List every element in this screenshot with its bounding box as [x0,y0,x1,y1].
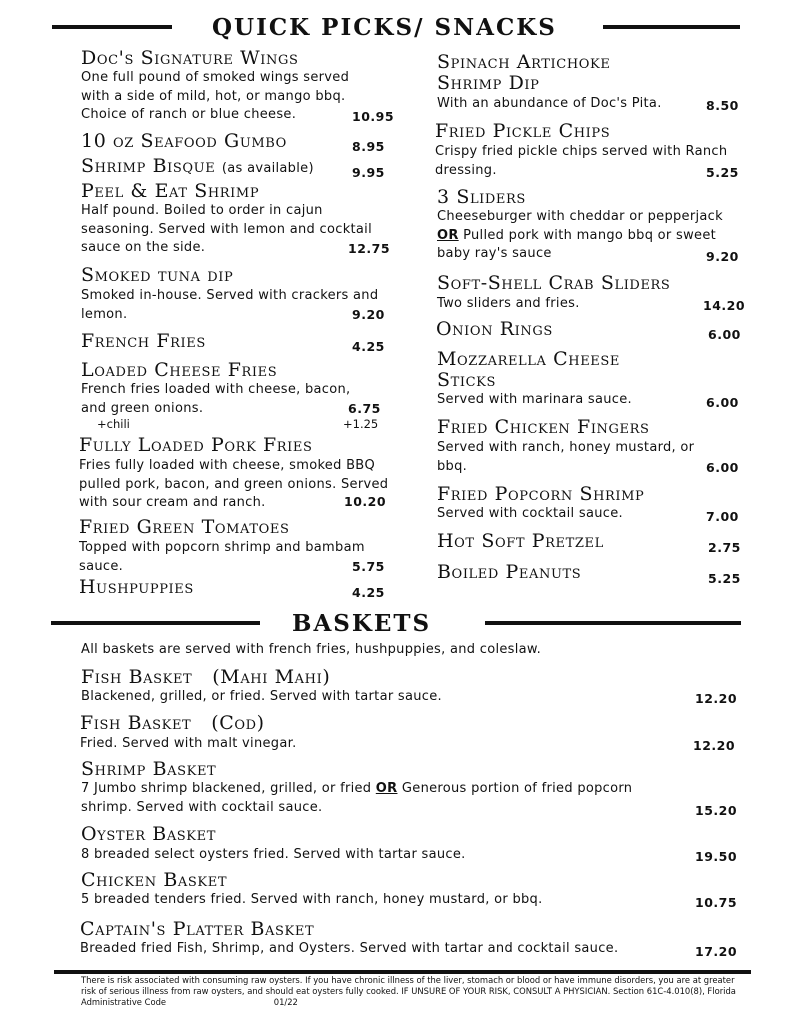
item-price: 7.00 [706,509,739,524]
item-name: Loaded Cheese Fries [81,359,278,381]
item-price: 4.25 [352,339,385,354]
desc-part-b: Generous portion of fried popcorn shrimp. Served with cocktail sauce. [81,781,633,815]
item-name: Boiled Peanuts [437,561,582,583]
item-description: Smoked in-house. Served with crackers and lemon. [81,288,379,322]
item-name: Hot Soft Pretzel [437,530,604,552]
item-description [437,208,749,264]
item-price: 6.75 [348,401,381,416]
item-description: 8 breaded select oysters fried. Served with tartar sauce. [81,847,466,862]
item-name: Fried Popcorn Shrimp [437,483,645,505]
item-price: 10.95 [352,109,395,124]
baskets-intro: All baskets are served with french fries, hushpuppies, and coleslaw. [81,642,542,657]
item-price: 19.50 [695,849,738,864]
item-name: Fully Loaded Pork Fries [79,434,313,456]
item-price: 5.25 [708,571,741,586]
baskets-rule-right [485,621,741,625]
item-price: 9.95 [352,165,385,180]
item-name: Soft-Shell Crab Sliders [437,272,671,294]
item-price: 6.00 [706,395,739,410]
item-description: 5 breaded tenders fried. Served with ranch, honey mustard, or bbq. [81,892,543,907]
item-name: Onion Rings [436,318,553,340]
item-description: Two sliders and fries. [437,296,580,311]
item-description: Served with cocktail sauce. [437,506,623,521]
baskets-section-title: BASKETS [292,610,432,637]
item-price: 10.20 [344,494,387,509]
item-name: French Fries [81,330,206,352]
footer-date: 01/22 [273,997,298,1007]
item-name-line2: Shrimp Dip [437,72,540,94]
baskets-rule-left [51,621,260,625]
item-price: 15.20 [695,803,738,818]
item-name-line1: Mozzarella Cheese [437,348,620,370]
item-name: Fried Chicken Fingers [437,416,650,438]
item-price: 5.75 [352,559,385,574]
desc-or-emphasis: OR [437,227,459,243]
item-price: 4.25 [352,585,385,600]
item-name: 3 Sliders [437,186,526,208]
item-name: Hushpuppies [79,576,194,598]
item-price: 10.75 [695,895,738,910]
item-name: Doc's Signature Wings [81,47,299,69]
item-price: 8.50 [706,98,739,113]
item-description: Half pound. Boiled to order in cajun seasoning. Served with lemon and cocktail sauce on the side. [81,203,373,255]
item-name [81,156,314,179]
item-name: Fish Basket (Cod) [80,712,265,734]
item-price: 9.20 [706,249,739,264]
header-rule-right [603,25,740,29]
item-description: With an abundance of Doc's Pita. [437,96,662,111]
item-name: Fried Green Tomatoes [79,516,290,538]
item-price: 14.20 [703,298,746,313]
item-name: 10 oz Seafood Gumbo [81,130,287,152]
item-description [81,780,666,817]
item-price: 8.95 [352,139,385,154]
item-name: Smoked tuna dip [81,264,234,286]
item-name: Fish Basket (Mahi Mahi) [81,666,331,688]
raw-oyster-disclaimer [81,975,741,1008]
item-description: Served with ranch, honey mustard, or bbq. [437,440,695,474]
item-description: Breaded fried Fish, Shrimp, and Oysters. Served with tartar and cocktail sauce. [80,941,619,956]
item-description: Blackened, grilled, or fried. Served with tartar sauce. [81,689,442,704]
item-description: Served with marinara sauce. [437,392,632,407]
item-price: 12.20 [693,738,736,753]
item-description: French fries loaded with cheese, bacon, and green onions. [81,382,351,416]
item-price: 12.75 [348,241,391,256]
item-name-text: Shrimp Bisque [81,155,216,177]
item-name: Peel & Eat Shrimp [81,180,260,202]
item-name: Shrimp Basket [81,758,217,780]
item-price: 12.20 [695,691,738,706]
item-description: One full pound of smoked wings served with a side of mild, hot, or mango bbq. Choice of ranch or blue cheese. [81,70,350,122]
desc-part-a: 7 Jumbo shrimp blackened, grilled, or fried [81,781,376,796]
item-price: 5.25 [706,165,739,180]
desc-part-b: Pulled pork with mango bbq or sweet baby ray's sauce [437,227,717,261]
item-description: Crispy fried pickle chips served with Ranch dressing. [435,144,728,178]
item-name: Chicken Basket [81,869,228,891]
item-description: Topped with popcorn shrimp and bambam sauce. [79,540,365,574]
item-description: Fried. Served with malt vinegar. [80,736,297,751]
item-name: Oyster Basket [81,823,216,845]
item-name-line1: Spinach Artichoke [437,51,611,73]
footer-rule [54,970,751,974]
item-addon: +chili [97,417,130,431]
desc-or-emphasis: OR [375,781,398,796]
item-price: 2.75 [708,540,741,555]
item-description: Fries fully loaded with cheese, smoked BBQ pulled pork, bacon, and green onions. Served with sour cream and ranch. [79,458,389,510]
item-availability-note: (as available) [221,161,314,176]
item-price: 6.00 [706,460,739,475]
item-price: 6.00 [708,327,741,342]
item-name: Captain's Platter Basket [80,918,315,940]
item-name: Fried Pickle Chips [435,120,611,142]
disclaimer-text: There is risk associated with consuming raw oysters. If you have chronic illness of the liver, stomach or blood or have immune disorders, you are at greater risk of serious illness from raw oysters, and should eat oysters fully cooked. IF UNSURE OF YOUR RISK, CONSULT A PHYSICIAN. Section 61C-4.010(8), Florida Administrative Code [81,975,736,1007]
item-addon-price: +1.25 [343,417,379,431]
item-price: 9.20 [352,307,385,322]
snacks-section-title: QUICK PICKS/ SNACKS [212,14,557,41]
item-price: 17.20 [695,944,738,959]
header-rule-left [52,25,172,29]
desc-part-a: Cheeseburger with cheddar or pepperjack [437,209,723,224]
item-name-line2: Sticks [437,369,496,391]
